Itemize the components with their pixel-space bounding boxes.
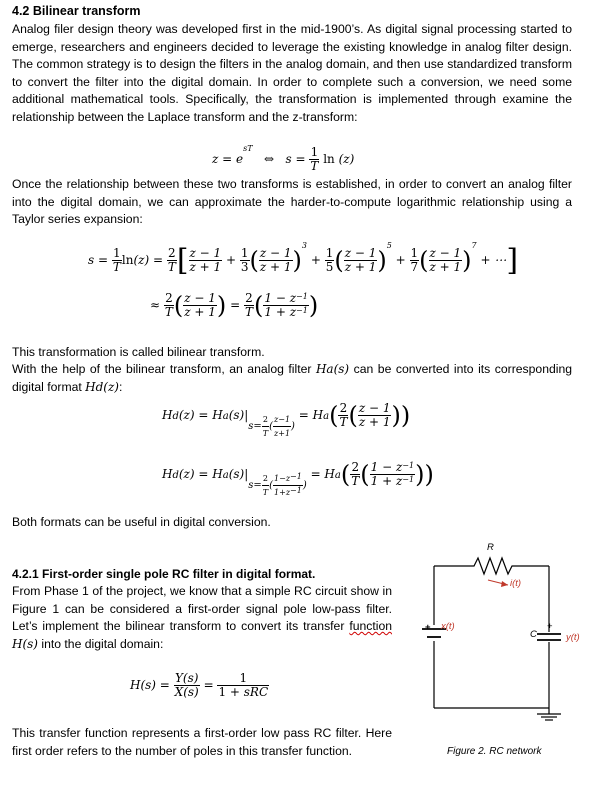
source-plus-sign: + xyxy=(425,622,431,633)
taylor-expansion-equation: s = $\frac{1}{T}$ ln(z) = $\frac{2}{T}$ [ $\frac{z - 1}{z + 1}$ + $\frac{1}{3}$ ( $\frac{z - 1}{z + 1}$ )$^3$ + $\frac{1}{5}$ ( $\frac{z - 1}{z + 1}$ )$^5$ + $\frac{1}{7}$ ( $\frac{z - 1}{z + 1}$ )$^7$ + ⋯] xyxy=(88,241,519,278)
intro-paragraph: Analog filer design theory was developed first in the mid-1900’s. As digital signal processing started to emerge, researchers and engineers decided to leverage the existing knowledge in analog filter design. The common strategy is to design the filters in the analog domain, and then use standardized transform to convert the filter into the digital domain. In order to complete such a conversion, we need some additional mathematical tools. Specifically, the transformation is implemented through examine the relationship between the Laplace transform and the z-transform: xyxy=(12,22,572,124)
bilinear-approximation-equation: ≈ $\frac{2}{T}$ ( $\frac{z - 1}{z + 1}$ ) = $\frac{2}{T}$ ( $\frac{1 - z^{-1}}{1 + z^{-1}}$ ) xyxy=(150,291,319,320)
spellcheck-flagged-word: function xyxy=(349,619,392,634)
digital-conversion-equation-1: $Hd(z) = Ha(s)|_{s= \frac{2}{T} ( \frac{z-1}{z+1} )} = Ha$( $\frac{2}{T}$ ( $\frac{z - 1}{z + 1}$ )) xyxy=(162,401,411,438)
digital-conversion-equation-2: $Hd(z) = Ha(s)|_{s= \frac{2}{T} ( \frac{1-z^{-1}}{1+z^{-1}} )} = Ha$( $\frac{2}{T}$ ( $\frac{1 - z^{-1}}{1 + z^{-1}}$ )) xyxy=(162,460,434,497)
conversion-paragraph: With the help of the bilinear transform, an analog filter Ha(s) can be converted into its corresponding digital format Hd(z): xyxy=(12,362,573,394)
capacitor-label: C xyxy=(530,629,537,640)
laplace-z-equation: $z = e^{sT}$ ⇔ s = $\frac{1}{T}$ ln (z) xyxy=(212,144,355,173)
output-label: y(t) xyxy=(566,632,580,643)
current-label: i(t) xyxy=(510,578,522,589)
subsection-title: 4.2.1 First-order single pole RC filter in digital format. xyxy=(12,567,316,581)
resistor-label: R xyxy=(487,542,494,553)
resistor-wire xyxy=(434,558,549,574)
rc-network-diagram xyxy=(410,538,595,723)
ground-symbol xyxy=(537,714,561,720)
both-formats-note: Both formats can be useful in digital conversion. xyxy=(12,515,271,529)
capacitor-symbol xyxy=(537,634,561,640)
current-arrow xyxy=(488,580,508,587)
section-title: 4.2 Bilinear transform xyxy=(12,4,141,18)
closing-paragraph: This transfer function represents a first-order low pass RC filter. Here first order refers to the number of poles in this transfer function. xyxy=(12,726,392,758)
source-label: x(t) xyxy=(441,621,455,632)
capacitor-plus-sign: + xyxy=(547,621,553,632)
figure-caption: Figure 2. RC network xyxy=(447,746,542,757)
analog-filter-symbol: Ha(s) xyxy=(315,362,350,376)
bilinear-note: This transformation is called bilinear transform. xyxy=(12,345,265,359)
transfer-function-equation: H(s) = $\frac{Y(s)}{X(s)}$ = $\frac{1}{\text{1 + sRC}}$ xyxy=(130,671,269,699)
transfer-function-symbol: H(s) xyxy=(12,636,38,651)
rc-filter-paragraph: From Phase 1 of the project, we know that a simple RC circuit show in Figure 1 can be considered a first-order signal pole low-pass filter. Let’s implement the bilinear transform to convert its transfer function H(s) into the digital domain: xyxy=(12,584,392,651)
digital-filter-symbol: Hd(z) xyxy=(85,379,119,394)
taylor-paragraph: Once the relationship between these two transforms is established, in order to convert an analog filter into the digital domain, we can approximate the harder-to-compute logarithmic relationship using a Taylor series expansion: xyxy=(12,177,572,227)
